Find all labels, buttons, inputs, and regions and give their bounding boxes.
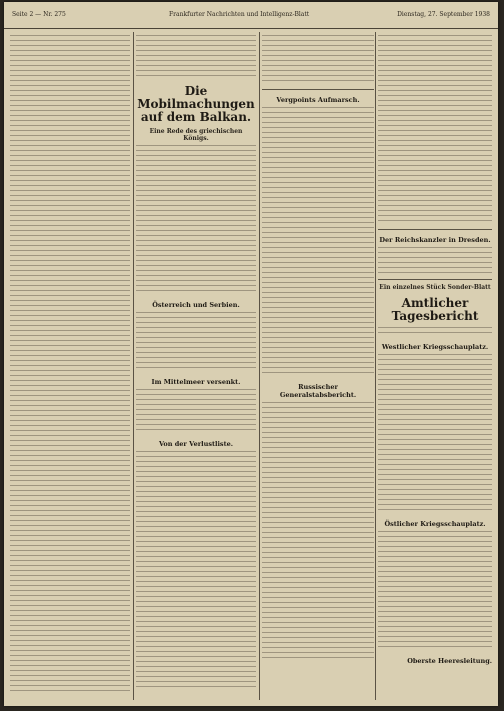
divider	[378, 229, 492, 230]
body-text-block	[262, 107, 374, 377]
body-text-block	[378, 354, 492, 514]
divider	[378, 279, 492, 280]
folio-center: Frankfurter Nachrichten und Intelligenz-Blatt	[169, 11, 310, 18]
divider	[262, 89, 374, 90]
body-text-block	[378, 35, 492, 225]
headline-kriegsschauplatz-ost: Östlicher Kriegsschauplatz.	[384, 520, 486, 528]
headline-verlustliste: Von der Verlustliste.	[158, 440, 233, 448]
headline-oesterreich: Österreich und Serbien.	[152, 301, 240, 309]
folio-left: Seite 2 — Nr. 275	[12, 11, 66, 18]
headline-reichstag: Der Reichskanzler in Dresden.	[379, 236, 491, 244]
headline-bergpoints: Vergpoints Aufmarsch.	[276, 96, 360, 104]
column-3	[262, 32, 374, 702]
body-text-block	[262, 402, 374, 662]
subhead-mobilmachungen: Eine Rede des griechischen Königs.	[149, 128, 243, 142]
headline-mittelmeer: Im Mittelmeer versenkt.	[151, 378, 241, 386]
body-text-block	[378, 327, 492, 337]
headline-tagesbericht: Amtlicher Tagesbericht	[391, 296, 479, 323]
headline-kriegsschauplatz-west: Westlicher Kriegsschauplatz.	[381, 343, 489, 351]
column-4	[378, 32, 492, 702]
column-1	[10, 32, 130, 702]
body-text-block	[378, 531, 492, 651]
body-text-block	[378, 247, 492, 275]
column-rule	[133, 32, 134, 700]
body-text-block	[136, 389, 256, 434]
body-text-block	[136, 451, 256, 691]
newspaper-page	[4, 2, 498, 706]
body-text-block	[136, 35, 256, 79]
headline-generalstab: Russischer Generalstabsbericht.	[279, 383, 357, 399]
folio-bar	[4, 2, 498, 29]
body-text-block	[10, 35, 130, 695]
column-2	[136, 32, 256, 702]
body-text-block	[262, 35, 374, 85]
body-text-block	[136, 145, 256, 295]
body-text-block	[136, 312, 256, 372]
column-rule	[375, 32, 376, 700]
pre-tagesbericht: Ein einzelnes Stück Sonder-Blatt	[379, 284, 491, 291]
signature: Oberste Heeresleitung.	[407, 657, 492, 665]
column-rule	[259, 32, 260, 700]
headline-mobilmachungen: Die Mobilmachungen auf dem Balkan.	[137, 84, 255, 124]
folio-right: Dienstag, 27. September 1938	[397, 11, 490, 18]
